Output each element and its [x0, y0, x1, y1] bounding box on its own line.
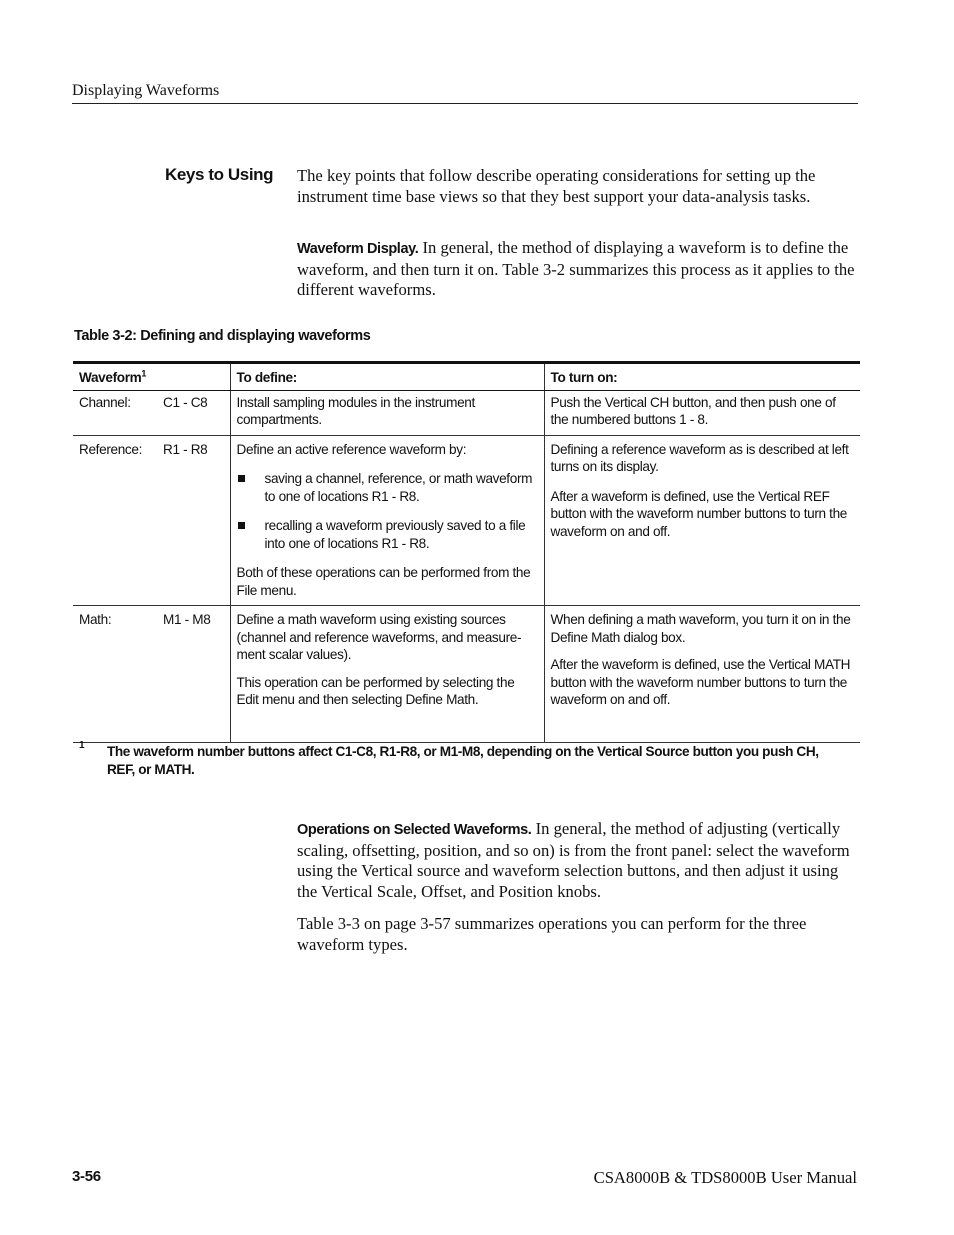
turn-on-text: After a waveform is defined, use the Vertical REF button with the waveform number buttons to turn the waveform on and off.	[550, 488, 847, 539]
header-waveform: Waveform$^1$	[73, 363, 230, 391]
waveform-range: M1 - M8	[163, 612, 211, 627]
footnote-mark: 1	[79, 740, 85, 751]
table-row-reference	[73, 435, 860, 606]
bullet-square-icon	[238, 475, 245, 482]
define-text: This operation can be performed by selecting the Edit menu and then selecting Define Math.	[236, 674, 515, 707]
waveform-cell	[73, 435, 230, 606]
waveform-cell	[73, 606, 230, 743]
list-item: saving a channel, reference, or math waveform to one of locations R1 - R8.	[237, 470, 538, 505]
turn-on-text: After the waveform is defined, use the Vertical MATH button with the waveform number buttons to turn the waveform on and off.	[550, 657, 851, 707]
turn-on-text: Defining a reference waveform as is described at left turns on its display.	[550, 441, 849, 474]
define-text: Define a math waveform using existing sources (channel and reference waveforms, and measure-ment scalar values).	[236, 612, 522, 662]
header-to-define: To define:	[230, 363, 544, 391]
define-cell	[230, 390, 544, 435]
waveform-display-paragraph	[297, 238, 862, 301]
waveform-range: R1 - R8	[163, 441, 208, 457]
manual-title: CSA8000B & TDS8000B User Manual	[593, 1168, 857, 1187]
list-item: recalling a waveform previously saved to a file into one of locations R1 - R8.	[237, 517, 538, 552]
side-heading: Keys to Using	[165, 165, 274, 184]
turn-on-text: When defining a math waveform, you turn it on in the Define Math dialog box.	[550, 612, 851, 645]
turn-on-text: Push the Vertical CH button, and then push one of the numbered buttons 1 - 8.	[550, 394, 836, 427]
define-text: Define an active reference waveform by:	[236, 441, 467, 457]
waveform-range: C1 - C8	[163, 394, 208, 410]
define-after-text: Both of these operations can be performed from the File menu.	[236, 565, 531, 598]
page-number: 3-56	[72, 1168, 101, 1185]
waveform-name: Reference:	[79, 441, 142, 457]
table-title: Table 3-2: Defining and displaying waveforms	[74, 328, 371, 344]
waveform-cell	[73, 390, 230, 435]
waveform-name: Math:	[79, 612, 112, 627]
define-cell	[230, 606, 544, 743]
header-rule	[72, 103, 858, 104]
running-header: Displaying Waveforms	[72, 82, 220, 99]
waveform-display-text: In general, the method of displaying a waveform is to define the waveform, and then turn it on. Table 3-2 summarizes this process as it applies to the different waveforms.	[297, 238, 855, 299]
intro-paragraph: The key points that follow describe operating considerations for setting up the instrument time base views so that they best support your data-analysis tasks.	[297, 166, 816, 206]
turn-on-cell	[544, 606, 860, 743]
table-footnote: The waveform number buttons affect C1-C8, R1-R8, or M1-M8, depending on the Vertical Source button you push CH, REF, or MATH.	[107, 744, 819, 777]
waveform-table	[73, 361, 860, 743]
waveform-name: Channel:	[79, 394, 131, 410]
define-cell	[230, 435, 544, 606]
bullet-square-icon	[238, 522, 245, 529]
turn-on-cell	[544, 390, 860, 435]
define-text: Install sampling modules in the instrument compartments.	[236, 394, 475, 427]
operations-text: In general, the method of adjusting (vertically scaling, offsetting, position, and so on) is from the front panel: select the waveform using the Vertical source and waveform selection buttons, and then adjust it using the Vertical Scale, Offset, and Position knobs.	[297, 819, 850, 901]
table-header-row	[73, 363, 860, 391]
table-row-math	[73, 606, 860, 743]
waveform-display-run-in: Waveform Display.	[297, 241, 419, 257]
table-row-channel	[73, 390, 860, 435]
operations-run-in: Operations on Selected Waveforms.	[297, 822, 532, 838]
turn-on-cell	[544, 435, 860, 606]
header-to-turn-on: To turn on:	[544, 363, 860, 391]
footnote-ref: 1	[141, 368, 147, 379]
table-reference-paragraph: Table 3-3 on page 3-57 summarizes operations you can perform for the three waveform types.	[297, 914, 807, 954]
operations-paragraph	[297, 819, 862, 902]
